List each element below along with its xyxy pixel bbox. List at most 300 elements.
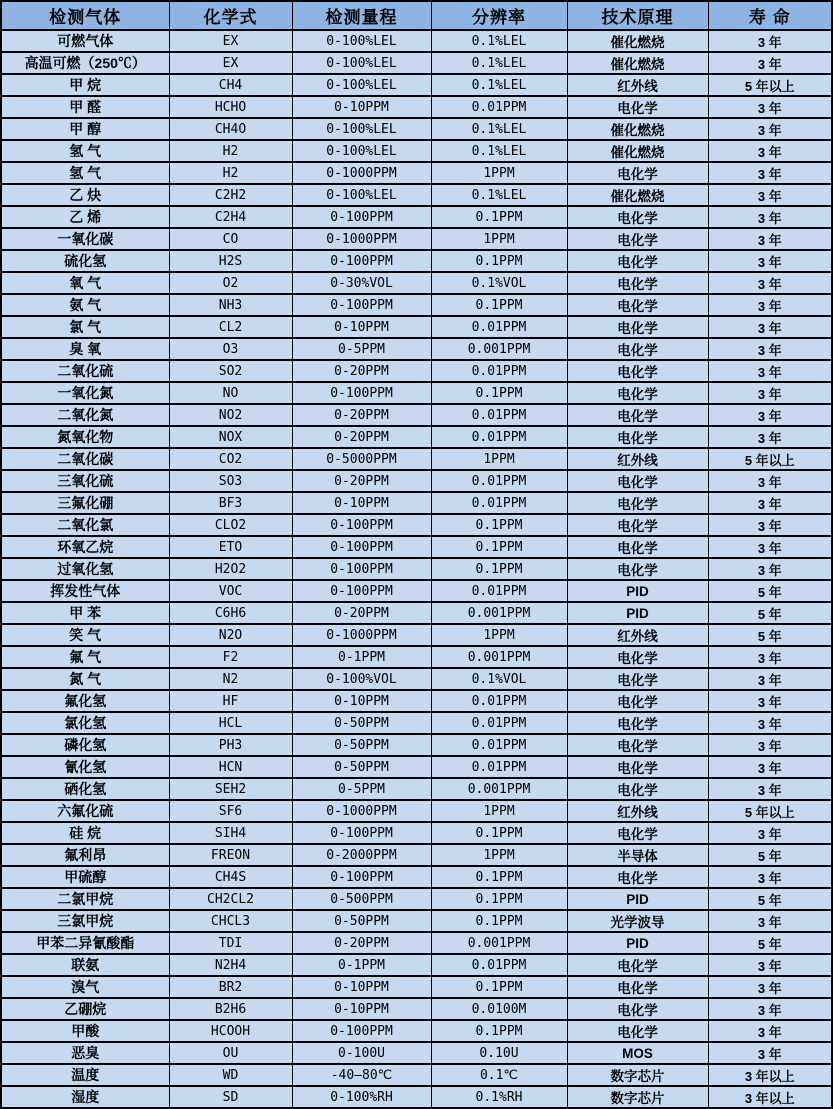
lifespan-cell: 3 年 xyxy=(708,426,832,448)
lifespan-cell: 3 年 xyxy=(708,382,832,404)
table-row xyxy=(1,1064,832,1086)
range-cell: 0-100%LEL xyxy=(292,140,431,162)
resolution-cell: 0.1%LEL xyxy=(431,118,567,140)
resolution-cell: 0.001PPM xyxy=(431,646,567,668)
gas-name-cell: 湿度 xyxy=(1,1086,169,1108)
gas-name-cell: 环氧乙烷 xyxy=(1,536,169,558)
resolution-cell: 0.1%VOL xyxy=(431,272,567,294)
principle-cell: 电化学 xyxy=(567,338,708,360)
gas-name-cell: 磷化氢 xyxy=(1,734,169,756)
gas-name-cell: 乙 烯 xyxy=(1,206,169,228)
principle-cell: 电化学 xyxy=(567,470,708,492)
principle-cell: 电化学 xyxy=(567,382,708,404)
principle-cell: 催化燃烧 xyxy=(567,30,708,52)
lifespan-cell: 3 年以上 xyxy=(708,1086,832,1108)
formula-cell: N2H4 xyxy=(169,954,292,976)
table-row xyxy=(1,646,832,668)
resolution-cell: 0.01PPM xyxy=(431,360,567,382)
table-row xyxy=(1,426,832,448)
table-row xyxy=(1,338,832,360)
table-row xyxy=(1,888,832,910)
resolution-cell: 0.01PPM xyxy=(431,580,567,602)
lifespan-cell: 3 年 xyxy=(708,822,832,844)
principle-cell: 电化学 xyxy=(567,646,708,668)
resolution-cell: 0.1%LEL xyxy=(431,140,567,162)
range-cell: 0-1000PPM xyxy=(292,800,431,822)
lifespan-cell: 3 年 xyxy=(708,30,832,52)
range-cell: 0-500PPM xyxy=(292,888,431,910)
principle-cell: 红外线 xyxy=(567,74,708,96)
lifespan-cell: 3 年 xyxy=(708,734,832,756)
table-row xyxy=(1,382,832,404)
formula-cell: SF6 xyxy=(169,800,292,822)
table-row xyxy=(1,96,832,118)
formula-cell: CH4 xyxy=(169,74,292,96)
range-cell: -40—80℃ xyxy=(292,1064,431,1086)
column-header-range: 检测量程 xyxy=(292,1,431,30)
formula-cell: C6H6 xyxy=(169,602,292,624)
principle-cell: 红外线 xyxy=(567,624,708,646)
table-row xyxy=(1,712,832,734)
table-row xyxy=(1,1042,832,1064)
lifespan-cell: 5 年 xyxy=(708,888,832,910)
principle-cell: MOS xyxy=(567,1042,708,1064)
column-header-principle: 技术原理 xyxy=(567,1,708,30)
table-header-row xyxy=(1,1,832,30)
lifespan-cell: 3 年 xyxy=(708,162,832,184)
resolution-cell: 0.01PPM xyxy=(431,96,567,118)
resolution-cell: 0.1PPM xyxy=(431,888,567,910)
gas-name-cell: 三氯甲烷 xyxy=(1,910,169,932)
table-row xyxy=(1,118,832,140)
resolution-cell: 0.001PPM xyxy=(431,932,567,954)
resolution-cell: 0.001PPM xyxy=(431,338,567,360)
resolution-cell: 1PPM xyxy=(431,844,567,866)
formula-cell: HCHO xyxy=(169,96,292,118)
resolution-cell: 0.1PPM xyxy=(431,382,567,404)
formula-cell: CH2CL2 xyxy=(169,888,292,910)
formula-cell: HCN xyxy=(169,756,292,778)
resolution-cell: 0.1PPM xyxy=(431,866,567,888)
formula-cell: EX xyxy=(169,52,292,74)
range-cell: 0-30%VOL xyxy=(292,272,431,294)
resolution-cell: 1PPM xyxy=(431,624,567,646)
principle-cell: 数字芯片 xyxy=(567,1086,708,1108)
lifespan-cell: 3 年 xyxy=(708,976,832,998)
table-row xyxy=(1,668,832,690)
resolution-cell: 0.1PPM xyxy=(431,822,567,844)
table-row xyxy=(1,52,832,74)
lifespan-cell: 3 年 xyxy=(708,360,832,382)
principle-cell: 电化学 xyxy=(567,96,708,118)
range-cell: 0-10PPM xyxy=(292,96,431,118)
lifespan-cell: 3 年 xyxy=(708,690,832,712)
lifespan-cell: 5 年 xyxy=(708,932,832,954)
formula-cell: NO2 xyxy=(169,404,292,426)
gas-name-cell: 氟 气 xyxy=(1,646,169,668)
table-row xyxy=(1,624,832,646)
gas-name-cell: 二氯甲烷 xyxy=(1,888,169,910)
lifespan-cell: 3 年 xyxy=(708,404,832,426)
table-row xyxy=(1,1086,832,1108)
formula-cell: F2 xyxy=(169,646,292,668)
range-cell: 0-1PPM xyxy=(292,646,431,668)
formula-cell: C2H4 xyxy=(169,206,292,228)
range-cell: 0-100PPM xyxy=(292,580,431,602)
formula-cell: H2O2 xyxy=(169,558,292,580)
range-cell: 0-10PPM xyxy=(292,316,431,338)
resolution-cell: 0.01PPM xyxy=(431,690,567,712)
gas-name-cell: 挥发性气体 xyxy=(1,580,169,602)
formula-cell: O3 xyxy=(169,338,292,360)
principle-cell: 电化学 xyxy=(567,162,708,184)
gas-name-cell: 氯化氢 xyxy=(1,712,169,734)
lifespan-cell: 3 年 xyxy=(708,118,832,140)
resolution-cell: 0.01PPM xyxy=(431,712,567,734)
principle-cell: 电化学 xyxy=(567,976,708,998)
range-cell: 0-100PPM xyxy=(292,536,431,558)
formula-cell: O2 xyxy=(169,272,292,294)
formula-cell: BF3 xyxy=(169,492,292,514)
lifespan-cell: 3 年 xyxy=(708,998,832,1020)
resolution-cell: 1PPM xyxy=(431,800,567,822)
principle-cell: 电化学 xyxy=(567,360,708,382)
table-row xyxy=(1,228,832,250)
formula-cell: N2 xyxy=(169,668,292,690)
table-row xyxy=(1,558,832,580)
principle-cell: 电化学 xyxy=(567,690,708,712)
gas-name-cell: 甲酸 xyxy=(1,1020,169,1042)
principle-cell: PID xyxy=(567,580,708,602)
gas-name-cell: 氯 气 xyxy=(1,316,169,338)
lifespan-cell: 3 年 xyxy=(708,1020,832,1042)
range-cell: 0-5PPM xyxy=(292,338,431,360)
formula-cell: H2 xyxy=(169,140,292,162)
range-cell: 0-20PPM xyxy=(292,932,431,954)
principle-cell: 电化学 xyxy=(567,272,708,294)
lifespan-cell: 3 年 xyxy=(708,52,832,74)
gas-name-cell: 氮氧化物 xyxy=(1,426,169,448)
principle-cell: 电化学 xyxy=(567,206,708,228)
lifespan-cell: 3 年 xyxy=(708,140,832,162)
gas-name-cell: 甲 醇 xyxy=(1,118,169,140)
range-cell: 0-100%LEL xyxy=(292,30,431,52)
gas-name-cell: 甲 苯 xyxy=(1,602,169,624)
range-cell: 0-5PPM xyxy=(292,778,431,800)
gas-name-cell: 甲 烷 xyxy=(1,74,169,96)
table-row xyxy=(1,74,832,96)
resolution-cell: 0.1PPM xyxy=(431,536,567,558)
table-row xyxy=(1,470,832,492)
lifespan-cell: 3 年 xyxy=(708,316,832,338)
gas-name-cell: 乙 炔 xyxy=(1,184,169,206)
principle-cell: 电化学 xyxy=(567,228,708,250)
table-row xyxy=(1,998,832,1020)
formula-cell: VOC xyxy=(169,580,292,602)
range-cell: 0-100PPM xyxy=(292,382,431,404)
resolution-cell: 0.01PPM xyxy=(431,404,567,426)
principle-cell: 电化学 xyxy=(567,756,708,778)
gas-name-cell: 乙硼烷 xyxy=(1,998,169,1020)
resolution-cell: 0.1PPM xyxy=(431,976,567,998)
formula-cell: CO2 xyxy=(169,448,292,470)
table-row xyxy=(1,778,832,800)
table-row xyxy=(1,360,832,382)
lifespan-cell: 3 年 xyxy=(708,338,832,360)
resolution-cell: 1PPM xyxy=(431,162,567,184)
principle-cell: 催化燃烧 xyxy=(567,118,708,140)
principle-cell: 电化学 xyxy=(567,712,708,734)
gas-name-cell: 联氨 xyxy=(1,954,169,976)
lifespan-cell: 3 年 xyxy=(708,646,832,668)
range-cell: 0-20PPM xyxy=(292,426,431,448)
range-cell: 0-20PPM xyxy=(292,404,431,426)
resolution-cell: 0.1PPM xyxy=(431,250,567,272)
resolution-cell: 0.01PPM xyxy=(431,734,567,756)
resolution-cell: 0.01PPM xyxy=(431,470,567,492)
range-cell: 0-1000PPM xyxy=(292,624,431,646)
resolution-cell: 0.01PPM xyxy=(431,954,567,976)
formula-cell: CH4O xyxy=(169,118,292,140)
range-cell: 0-100PPM xyxy=(292,514,431,536)
range-cell: 0-100PPM xyxy=(292,206,431,228)
lifespan-cell: 5 年 xyxy=(708,580,832,602)
column-header-lifespan: 寿 命 xyxy=(708,1,832,30)
principle-cell: 电化学 xyxy=(567,866,708,888)
gas-name-cell: 硅 烷 xyxy=(1,822,169,844)
table-row xyxy=(1,294,832,316)
principle-cell: 电化学 xyxy=(567,514,708,536)
resolution-cell: 0.01PPM xyxy=(431,426,567,448)
table-row xyxy=(1,954,832,976)
principle-cell: 红外线 xyxy=(567,800,708,822)
table-row xyxy=(1,822,832,844)
table-row xyxy=(1,514,832,536)
table-row xyxy=(1,690,832,712)
principle-cell: 催化燃烧 xyxy=(567,52,708,74)
formula-cell: N2O xyxy=(169,624,292,646)
gas-name-cell: 六氟化硫 xyxy=(1,800,169,822)
formula-cell: FREON xyxy=(169,844,292,866)
resolution-cell: 0.1PPM xyxy=(431,910,567,932)
range-cell: 0-100%LEL xyxy=(292,118,431,140)
formula-cell: NOX xyxy=(169,426,292,448)
table-row xyxy=(1,448,832,470)
principle-cell: 电化学 xyxy=(567,404,708,426)
formula-cell: PH3 xyxy=(169,734,292,756)
resolution-cell: 0.1PPM xyxy=(431,206,567,228)
principle-cell: 电化学 xyxy=(567,536,708,558)
range-cell: 0-100%VOL xyxy=(292,668,431,690)
table-row xyxy=(1,580,832,602)
range-cell: 0-10PPM xyxy=(292,690,431,712)
principle-cell: PID xyxy=(567,932,708,954)
formula-cell: B2H6 xyxy=(169,998,292,1020)
lifespan-cell: 3 年 xyxy=(708,954,832,976)
range-cell: 0-50PPM xyxy=(292,734,431,756)
table-row xyxy=(1,162,832,184)
gas-name-cell: 三氟化硼 xyxy=(1,492,169,514)
principle-cell: 电化学 xyxy=(567,778,708,800)
table-row xyxy=(1,536,832,558)
gas-name-cell: 笑 气 xyxy=(1,624,169,646)
lifespan-cell: 3 年 xyxy=(708,294,832,316)
table-row xyxy=(1,756,832,778)
gas-name-cell: 甲硫醇 xyxy=(1,866,169,888)
principle-cell: 光学波导 xyxy=(567,910,708,932)
range-cell: 0-100PPM xyxy=(292,294,431,316)
range-cell: 0-50PPM xyxy=(292,910,431,932)
gas-name-cell: 氮 气 xyxy=(1,668,169,690)
resolution-cell: 0.1℃ xyxy=(431,1064,567,1086)
lifespan-cell: 3 年 xyxy=(708,228,832,250)
column-header-formula: 化学式 xyxy=(169,1,292,30)
gas-name-cell: 甲苯二异氰酸酯 xyxy=(1,932,169,954)
formula-cell: HCL xyxy=(169,712,292,734)
resolution-cell: 0.001PPM xyxy=(431,778,567,800)
formula-cell: WD xyxy=(169,1064,292,1086)
principle-cell: 催化燃烧 xyxy=(567,184,708,206)
lifespan-cell: 5 年 xyxy=(708,602,832,624)
gas-name-cell: 氧 气 xyxy=(1,272,169,294)
range-cell: 0-100PPM xyxy=(292,822,431,844)
formula-cell: SD xyxy=(169,1086,292,1108)
resolution-cell: 0.01PPM xyxy=(431,492,567,514)
gas-name-cell: 氨 气 xyxy=(1,294,169,316)
column-header-gas: 检测气体 xyxy=(1,1,169,30)
resolution-cell: 0.1%LEL xyxy=(431,52,567,74)
range-cell: 0-10PPM xyxy=(292,492,431,514)
principle-cell: 电化学 xyxy=(567,250,708,272)
resolution-cell: 0.1%VOL xyxy=(431,668,567,690)
table-row xyxy=(1,932,832,954)
range-cell: 0-1000PPM xyxy=(292,228,431,250)
lifespan-cell: 3 年 xyxy=(708,184,832,206)
gas-name-cell: 过氧化氢 xyxy=(1,558,169,580)
gas-name-cell: 可燃气体 xyxy=(1,30,169,52)
formula-cell: CO xyxy=(169,228,292,250)
formula-cell: SO3 xyxy=(169,470,292,492)
gas-name-cell: 一氧化氮 xyxy=(1,382,169,404)
principle-cell: 电化学 xyxy=(567,294,708,316)
table-row xyxy=(1,844,832,866)
principle-cell: 电化学 xyxy=(567,998,708,1020)
principle-cell: 电化学 xyxy=(567,822,708,844)
lifespan-cell: 3 年 xyxy=(708,712,832,734)
range-cell: 0-100%RH xyxy=(292,1086,431,1108)
lifespan-cell: 5 年以上 xyxy=(708,800,832,822)
resolution-cell: 0.10U xyxy=(431,1042,567,1064)
range-cell: 0-20PPM xyxy=(292,470,431,492)
table-row xyxy=(1,976,832,998)
lifespan-cell: 5 年 xyxy=(708,844,832,866)
resolution-cell: 0.001PPM xyxy=(431,602,567,624)
lifespan-cell: 5 年以上 xyxy=(708,448,832,470)
gas-name-cell: 氢 气 xyxy=(1,140,169,162)
formula-cell: HF xyxy=(169,690,292,712)
resolution-cell: 0.1%LEL xyxy=(431,184,567,206)
gas-name-cell: 二氧化氮 xyxy=(1,404,169,426)
formula-cell: H2 xyxy=(169,162,292,184)
gas-name-cell: 二氧化硫 xyxy=(1,360,169,382)
formula-cell: ETO xyxy=(169,536,292,558)
lifespan-cell: 5 年 xyxy=(708,624,832,646)
principle-cell: 红外线 xyxy=(567,448,708,470)
table-row xyxy=(1,316,832,338)
principle-cell: 电化学 xyxy=(567,558,708,580)
gas-name-cell: 二氧化氯 xyxy=(1,514,169,536)
table-row xyxy=(1,734,832,756)
range-cell: 0-100U xyxy=(292,1042,431,1064)
lifespan-cell: 3 年 xyxy=(708,272,832,294)
range-cell: 0-2000PPM xyxy=(292,844,431,866)
table-row xyxy=(1,30,832,52)
gas-name-cell: 氰化氢 xyxy=(1,756,169,778)
resolution-cell: 0.1PPM xyxy=(431,514,567,536)
range-cell: 0-20PPM xyxy=(292,360,431,382)
gas-name-cell: 温度 xyxy=(1,1064,169,1086)
lifespan-cell: 3 年 xyxy=(708,470,832,492)
resolution-cell: 0.01PPM xyxy=(431,756,567,778)
formula-cell: OU xyxy=(169,1042,292,1064)
resolution-cell: 0.1%LEL xyxy=(431,30,567,52)
lifespan-cell: 3 年 xyxy=(708,558,832,580)
range-cell: 0-100%LEL xyxy=(292,184,431,206)
gas-name-cell: 硒化氢 xyxy=(1,778,169,800)
gas-name-cell: 氟化氢 xyxy=(1,690,169,712)
gas-name-cell: 甲 醛 xyxy=(1,96,169,118)
resolution-cell: 0.01PPM xyxy=(431,316,567,338)
gas-name-cell: 恶臭 xyxy=(1,1042,169,1064)
resolution-cell: 0.1PPM xyxy=(431,294,567,316)
principle-cell: 数字芯片 xyxy=(567,1064,708,1086)
table-row xyxy=(1,602,832,624)
formula-cell: EX xyxy=(169,30,292,52)
formula-cell: NH3 xyxy=(169,294,292,316)
range-cell: 0-100PPM xyxy=(292,558,431,580)
table-row xyxy=(1,140,832,162)
resolution-cell: 1PPM xyxy=(431,228,567,250)
lifespan-cell: 3 年以上 xyxy=(708,1064,832,1086)
resolution-cell: 0.1PPM xyxy=(431,1020,567,1042)
formula-cell: C2H2 xyxy=(169,184,292,206)
table-row xyxy=(1,800,832,822)
formula-cell: SEH2 xyxy=(169,778,292,800)
gas-name-cell: 硫化氢 xyxy=(1,250,169,272)
range-cell: 0-5000PPM xyxy=(292,448,431,470)
table-row xyxy=(1,866,832,888)
lifespan-cell: 3 年 xyxy=(708,514,832,536)
lifespan-cell: 3 年 xyxy=(708,492,832,514)
formula-cell: BR2 xyxy=(169,976,292,998)
range-cell: 0-1PPM xyxy=(292,954,431,976)
formula-cell: CH4S xyxy=(169,866,292,888)
formula-cell: H2S xyxy=(169,250,292,272)
formula-cell: CHCL3 xyxy=(169,910,292,932)
formula-cell: HCOOH xyxy=(169,1020,292,1042)
formula-cell: TDI xyxy=(169,932,292,954)
table-body xyxy=(1,30,832,1108)
gas-name-cell: 溴气 xyxy=(1,976,169,998)
formula-cell: CLO2 xyxy=(169,514,292,536)
table-row xyxy=(1,206,832,228)
lifespan-cell: 3 年 xyxy=(708,536,832,558)
resolution-cell: 1PPM xyxy=(431,448,567,470)
table-row xyxy=(1,492,832,514)
lifespan-cell: 3 年 xyxy=(708,668,832,690)
formula-cell: SIH4 xyxy=(169,822,292,844)
formula-cell: CL2 xyxy=(169,316,292,338)
